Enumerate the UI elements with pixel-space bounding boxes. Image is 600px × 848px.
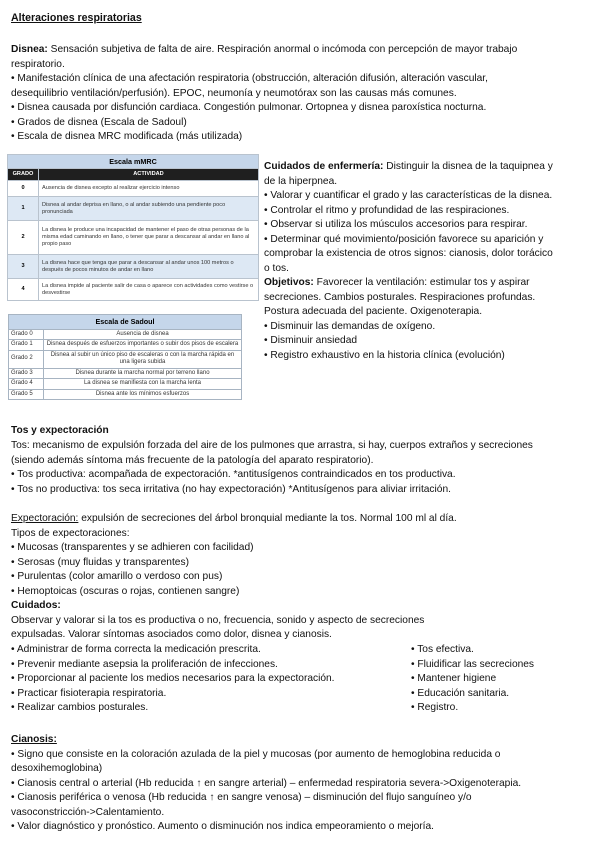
tos-line: • Tos no productiva: tos seca irritativa (no hay expectoración) *Antitusígenos para aliviar irritación. — [11, 483, 451, 495]
cuidados-line: • Controlar el ritmo y profundidad de las respiraciones. — [264, 204, 510, 216]
cianosis-line: • Valor diagnóstico y pronóstico. Aumento o disminución nos indica empeoramiento o mejoría. — [11, 821, 434, 832]
tos-line: (siendo además síntoma más frecuente de la patología del aparato respiratorio). — [11, 454, 374, 466]
disnea-bullets — [11, 72, 488, 145]
list-item: • Grados de disnea (Escala de Sadoul) — [11, 116, 187, 128]
tos-heading: Tos y expectoración — [11, 425, 109, 436]
cuidados-disnea — [264, 160, 596, 363]
sadoul-grade: Grado 1 — [9, 340, 44, 351]
mmrc-table — [7, 154, 259, 301]
list-item: • Educación sanitaria. — [411, 687, 510, 699]
sadoul-text: Disnea ante los mínimos esfuerzos — [44, 389, 242, 400]
sadoul-grade: Grado 3 — [9, 368, 44, 379]
disnea-def-1: Sensación subjetiva de falta de aire. Respiración anormal o incómoda con percepción de mayor trabajo — [47, 44, 518, 55]
cianosis-line: • Signo que consiste en la coloración azulada de la piel y mucosas (por aumento de hemoglobina reducida o — [11, 748, 501, 760]
mmrc-caption: Escala mMRC — [8, 155, 259, 169]
cuidados-tos-label: Cuidados: — [11, 600, 61, 611]
objetivos-line: Postura adecuada del paciente. Oxigenoterapia. — [264, 306, 483, 317]
table-row — [9, 389, 242, 400]
sadoul-caption: Escala de Sadoul — [9, 315, 242, 330]
sadoul-grade: Grado 4 — [9, 379, 44, 390]
disnea-def-2: respiratorio. — [11, 58, 65, 70]
list-item: • Manifestación clínica de una afectación respiratoria (obstrucción, alteración difusión, alteración vascular, — [11, 73, 488, 84]
table-row — [8, 181, 259, 197]
expectoracion-line: • Purulentas (color amarillo o verdoso con pus) — [11, 571, 223, 582]
list-item: • Disnea causada por disfunción cardiaca. Congestión pulmonar. Ortopnea y disnea paroxística nocturna. — [11, 102, 487, 113]
tos-line: Tos: mecanismo de expulsión forzada del aire de los pulmones que arrastra, si hay, cuerpos extraños y secreciones — [11, 440, 533, 451]
table-row — [9, 340, 242, 351]
mmrc-grade: 3 — [8, 255, 39, 279]
sadoul-text: Ausencia de disnea — [44, 329, 242, 340]
mmrc-header-activity: ACTIVIDAD — [39, 169, 259, 181]
table-row — [8, 221, 259, 255]
table-row — [9, 379, 242, 390]
cuidados-line: Distinguir la disnea de la taquipnea y — [383, 161, 553, 172]
sadoul-text: Disnea durante la marcha normal por terreno llano — [44, 368, 242, 379]
cuidados-label: Cuidados de enfermería: — [264, 161, 384, 172]
cuidados-right-list — [411, 643, 534, 716]
cianosis-line: desoxihemoglobina) — [11, 763, 103, 774]
list-item: • Proporcionar al paciente los medios necesarios para la expectoración. — [11, 673, 335, 684]
expectoracion-line: Tipos de expectoraciones: — [11, 527, 130, 539]
list-item: • Registro. — [411, 702, 459, 713]
page-title: Alteraciones respiratorias — [11, 12, 142, 24]
list-item: • Practicar fisioterapia respiratoria. — [11, 687, 167, 699]
cuidados-line: de la hiperpnea. — [264, 175, 338, 187]
tos-lines — [11, 439, 533, 497]
table-row — [8, 255, 259, 279]
list-item: • Realizar cambios posturales. — [11, 702, 149, 713]
expectoracion-line: • Serosas (muy fluidas y transparentes) — [11, 556, 189, 568]
mmrc-activity: Ausencia de disnea excepto al realizar ejercicio intenso — [39, 181, 259, 197]
expectoracion-line: • Mucosas (transparentes y se adhieren con facilidad) — [11, 542, 254, 553]
list-item: • Administrar de forma correcta la medicación prescrita. — [11, 644, 261, 655]
cianosis-line: vasoconstricción->Calentamiento. — [11, 806, 165, 818]
list-item: • Mantener higiene — [411, 673, 497, 684]
mmrc-activity: La disnea hace que tenga que parar a descansar al andar unos 100 metros o después de pocos minutos de andar en llano — [39, 255, 259, 279]
table-row — [9, 368, 242, 379]
cianosis-line: • Cianosis periférica o venosa (Hb reducida ↑ en sangre venosa) – disminución del flujo sanguíneo y/o — [11, 792, 472, 803]
sadoul-grade: Grado 5 — [9, 389, 44, 400]
cianosis-heading: Cianosis: — [11, 734, 57, 745]
cuidados-line: • Determinar qué movimiento/posición favorece su aparición y — [264, 233, 544, 245]
cuidados-left-list — [11, 643, 335, 716]
mmrc-activity: La disnea le produce una incapacidad de mantener el paso de otras personas de la misma edad caminando en llano, o tener que parar a descansar al andar en llano al propio paso — [39, 221, 259, 255]
mmrc-header-grade: GRADO — [8, 169, 39, 181]
sadoul-table — [8, 314, 242, 400]
cianosis-lines — [11, 748, 521, 835]
sadoul-text: Disnea después de esfuerzos importantes o subir dos pisos de escalera — [44, 340, 242, 351]
tos-line: • Tos productiva: acompañada de expectoración. *antitusígenos contraindicados en tos productiva. — [11, 469, 456, 480]
expectoracion-line: • Hemoptoicas (oscuras o rojas, contienen sangre) — [11, 585, 240, 597]
disnea-label: Disnea: — [11, 44, 48, 55]
objetivos-line: • Disminuir las demandas de oxígeno. — [264, 320, 436, 332]
sadoul-text: Disnea al subir un único piso de escaleras o con la marcha rápida en una ligera subida — [44, 350, 242, 368]
sadoul-text: La disnea se manifiesta con la marcha lenta — [44, 379, 242, 390]
disnea-definition — [11, 43, 517, 58]
cuidados-tos-line: Observar y valorar si la tos es productiva o no, frecuencia, sonido y aspecto de secreciones — [11, 614, 425, 626]
objetivos-line: • Registro exhaustivo en la historia clínica (evolución) — [264, 349, 505, 361]
cuidados-line: o tos. — [264, 262, 289, 274]
table-row — [8, 197, 259, 221]
expectoracion-label: Expectoración: — [11, 513, 79, 524]
cuidados-line: comprobar la existencia de otros signos: cianosis, dolor torácico — [264, 248, 553, 259]
table-row — [9, 350, 242, 368]
list-item: • Tos efectiva. — [411, 644, 474, 655]
cuidados-line: • Valorar y cuantificar el grado y las características de la disnea. — [264, 190, 553, 201]
mmrc-grade: 4 — [8, 279, 39, 301]
table-row — [9, 329, 242, 340]
expectoracion-def: expulsión de secreciones del árbol bronquial mediante la tos. Normal 100 ml al día. — [78, 513, 457, 524]
table-row — [8, 279, 259, 301]
sadoul-grade: Grado 2 — [9, 350, 44, 368]
cuidados-line: • Observar si utiliza los músculos accesorios para respirar. — [264, 219, 528, 230]
list-item: • Escala de disnea MRC modificada (más utilizada) — [11, 131, 243, 142]
sadoul-grade: Grado 0 — [9, 329, 44, 340]
cianosis-line: • Cianosis central o arterial (Hb reducida ↑ en sangre arterial) – enfermedad respiratoria severa->Oxigenoterapia. — [11, 777, 522, 789]
objetivos-line: secreciones. Cambios posturales. Respiraciones profundas. — [264, 291, 536, 303]
mmrc-activity: Disnea al andar deprisa en llano, o al andar subiendo una pendiente poco pronunciada — [39, 197, 259, 221]
list-item: desequilibrio ventilación/perfusión). EPOC, neumonía y neumotórax son las causas más comunes. — [11, 87, 457, 99]
cuidados-tos-line: expulsadas. Valorar síntomas asociados como dolor, disnea y cianosis. — [11, 629, 332, 640]
expectoracion-section — [11, 512, 457, 643]
list-item: • Prevenir mediante asepsia la proliferación de infecciones. — [11, 658, 278, 670]
objetivos-label: Objetivos: — [264, 277, 314, 288]
mmrc-activity: La disnea impide al paciente salir de casa o aparece con actividades como vestirse o desvestirse — [39, 279, 259, 301]
list-item: • Fluidificar las secreciones — [411, 658, 535, 670]
objetivos-line: Favorecer la ventilación: estimular tos y aspirar — [313, 277, 530, 288]
mmrc-grade: 1 — [8, 197, 39, 221]
objetivos-line: • Disminuir ansiedad — [264, 335, 358, 346]
mmrc-grade: 0 — [8, 181, 39, 197]
mmrc-grade: 2 — [8, 221, 39, 255]
